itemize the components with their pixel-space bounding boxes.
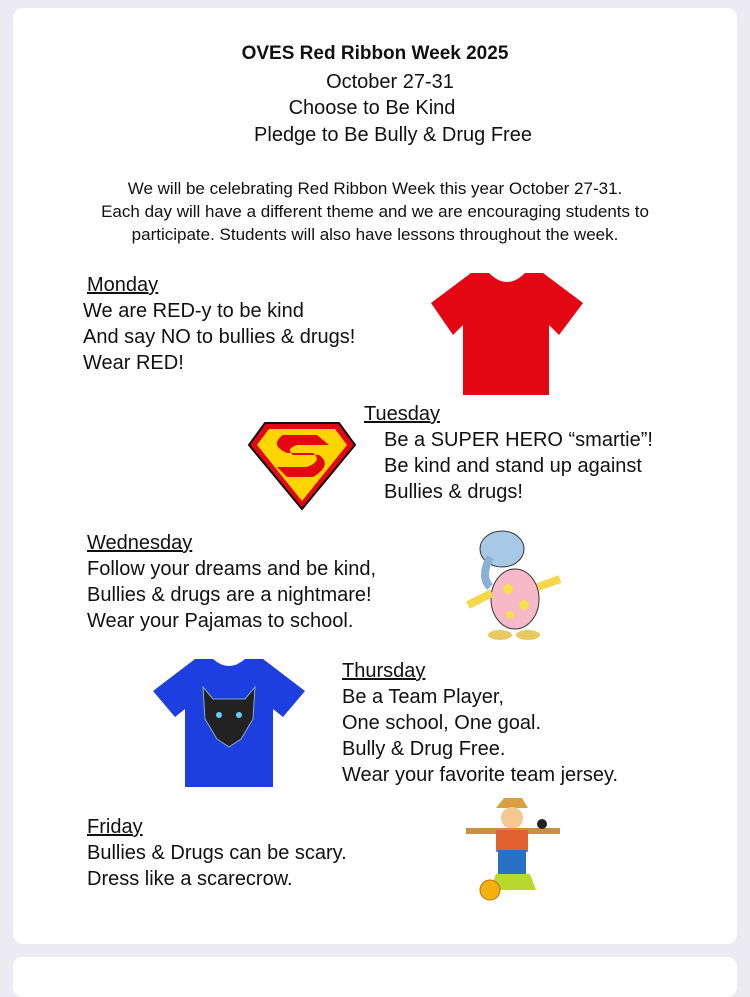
day-line: One school, One goal. — [342, 712, 542, 734]
day-thursday — [342, 658, 618, 788]
day-name: Wednesday — [87, 532, 193, 554]
day-name: Friday — [87, 816, 143, 838]
day-tuesday — [364, 401, 653, 505]
flyer-theme: Choose to Be Kind — [288, 97, 456, 119]
day-monday — [83, 272, 355, 376]
day-line: Bullies & Drugs can be scary. — [87, 842, 347, 864]
pajama-elephant-image — [460, 527, 566, 643]
next-card — [13, 957, 737, 997]
flyer-dates: October 27-31 — [326, 71, 454, 93]
day-line: Wear RED! — [83, 352, 184, 374]
day-name: Tuesday — [364, 403, 440, 425]
day-line: Follow your dreams and be kind, — [87, 558, 377, 580]
day-line: Be a Team Player, — [342, 686, 504, 708]
superhero-shield-image — [247, 421, 357, 511]
blue-team-jersey-image — [153, 659, 305, 787]
day-line: Dress like a scarecrow. — [87, 868, 293, 890]
day-line: Bullies & drugs! — [384, 481, 523, 503]
intro-paragraph — [0, 177, 750, 246]
day-line: Wear your Pajamas to school. — [87, 610, 354, 632]
day-line: Bullies & drugs are a nightmare! — [87, 584, 372, 606]
day-line: Be kind and stand up against — [384, 455, 642, 477]
day-friday — [87, 814, 347, 892]
day-name: Monday — [87, 274, 159, 296]
intro-line: participate. Students will also have lessons throughout the week. — [131, 225, 619, 244]
day-wednesday — [87, 530, 376, 634]
intro-line: We will be celebrating Red Ribbon Week this year October 27-31. — [127, 179, 623, 198]
intro-line: Each day will have a different theme and we are encouraging students to — [101, 202, 649, 221]
day-line: Bully & Drug Free. — [342, 738, 506, 760]
day-line: Wear your favorite team jersey. — [342, 764, 619, 786]
day-line: Be a SUPER HERO “smartie”! — [384, 429, 653, 451]
red-tshirt-image — [431, 273, 583, 395]
flyer-pledge: Pledge to Be Bully & Drug Free — [254, 124, 532, 146]
day-line: We are RED-y to be kind — [83, 300, 304, 322]
scarecrow-image — [466, 794, 560, 902]
day-line: And say NO to bullies & drugs! — [83, 326, 356, 348]
day-name: Thursday — [342, 660, 426, 682]
flyer-title: OVES Red Ribbon Week 2025 — [241, 43, 509, 64]
